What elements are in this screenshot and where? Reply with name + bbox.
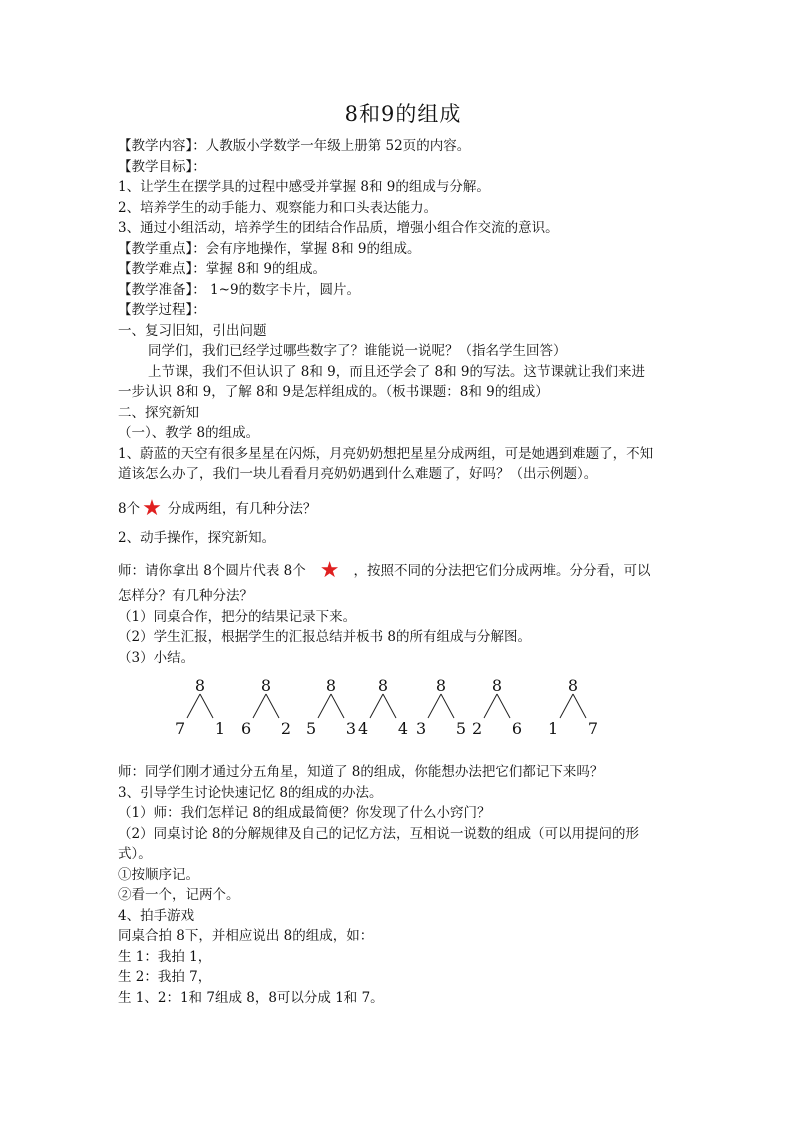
text-line: 式）。	[118, 846, 152, 862]
composition-tree	[472, 676, 522, 746]
tree-left-part: 7	[175, 719, 186, 738]
text-line: 生 2：我拍 7，	[118, 969, 212, 985]
branch-lines	[472, 692, 522, 720]
tree-left-part: 5	[306, 719, 317, 738]
text-line: 上节课，我们不但认识了 8和 9，而且还学会了 8和 9的写法。这节课就让我们来进	[148, 363, 646, 380]
document-page	[118, 100, 688, 1008]
text-line: 【教学准备】： 1~9的数字卡片，圆片。	[118, 281, 361, 298]
tree-total: 8	[325, 676, 337, 695]
text-line: 师：同学们刚才通过分五角星，知道了 8的组成，你能想办法把它们都记下来吗？	[118, 764, 604, 780]
text-line: 1、让学生在摆学具的过程中感受并掌握 8和 9的组成与分解。	[118, 179, 490, 195]
text-line: 一步认识 8和 9，了解 8和 9是怎样组成的。（板书课题：8和 9的组成）	[118, 384, 549, 400]
text-line: 生 1：我拍 1，	[118, 948, 212, 965]
branch-lines	[548, 692, 598, 720]
branch-lines	[306, 692, 356, 720]
text-line: 道该怎么办了，我们一块儿看看月亮奶奶遇到什么难题了，好吗？（出示例题）。	[118, 466, 598, 482]
tree-right-part: 7	[587, 719, 598, 738]
text-line: 生 1、2：1和 7组成 8，8可以分成 1和 7。	[118, 989, 384, 1006]
text-line: 【教学难点】：掌握 8和 9的组成。	[118, 261, 327, 277]
tree-total: 8	[435, 676, 447, 695]
tree-left-part: 2	[472, 719, 483, 738]
text-line: （2）同桌讨论 8的分解规律及自己的记忆方法，互相说一说数的组成（可以用提问的形	[118, 825, 639, 842]
star-line-post: 分成两组，有几种分法？	[167, 500, 317, 517]
star-line-pre: 8个	[118, 500, 141, 517]
branch-lines	[241, 692, 291, 720]
composition-tree	[416, 676, 466, 746]
text-line: （2）学生汇报，根据学生的汇报总结并板书 8的所有组成与分解图。	[118, 629, 531, 645]
tree-total: 8	[194, 676, 206, 695]
steps-block	[118, 586, 688, 668]
text-line: 【教学重点】：会有序地操作，掌握 8和 9的组成。	[118, 240, 421, 257]
red-star-icon: ★	[319, 558, 340, 583]
composition-tree	[358, 676, 408, 746]
text-line: 同桌合拍 8下，并相应说出 8的组成，如：	[118, 928, 374, 944]
tree-left-part: 3	[416, 719, 427, 738]
branch-lines	[416, 692, 466, 720]
tree-right-part: 6	[511, 719, 522, 738]
page-title: 8和9的组成	[344, 102, 462, 126]
star-line-post: ，按照不同的分法把它们分成两堆。分分看，可以	[353, 563, 651, 579]
tree-right-part: 1	[214, 719, 225, 738]
composition-tree	[175, 676, 225, 746]
intro-block	[118, 136, 688, 485]
text-line: （3）小结。	[118, 649, 195, 666]
text-line: 3、通过小组活动，培养学生的团结合作品质，增强小组合作交流的意识。	[118, 220, 559, 236]
composition-tree	[306, 676, 356, 746]
tree-left-part: 4	[358, 719, 369, 738]
text-line: ②看一个，记两个。	[118, 887, 240, 903]
text-line: 2、培养学生的动手能力、观察能力和口头表达能力。	[118, 199, 438, 216]
text-line: （1）同桌合作，把分的结果记录下来。	[118, 608, 357, 625]
tree-right-part: 3	[345, 719, 356, 738]
composition-tree	[548, 676, 598, 746]
star-line-pre: 师：请你拿出 8个圆片代表 8个	[118, 563, 306, 579]
text-line: 【教学过程】：	[118, 302, 206, 318]
tree-total: 8	[260, 676, 272, 695]
text-line: （1）师：我们怎样记 8的组成最简便？你发现了什么小窍门？	[118, 805, 491, 821]
text-line: （一）、教学 8的组成。	[118, 425, 260, 441]
text-line: 怎样分？有几种分法？	[118, 588, 253, 604]
tree-left-part: 1	[548, 719, 559, 738]
tree-right-part: 5	[455, 719, 466, 738]
text-line: 2、动手操作，探究新知。	[118, 529, 276, 546]
star-question-line	[118, 495, 688, 521]
section-heading: 4、拍手游戏	[118, 907, 195, 924]
star-instruction-line	[118, 558, 688, 583]
text-line: 3、引导学生讨论快速记忆 8的组成的办法。	[118, 784, 383, 801]
branch-lines	[175, 692, 225, 720]
red-star-icon: ★	[142, 495, 162, 521]
composition-diagram	[118, 676, 688, 756]
tree-total: 8	[567, 676, 579, 695]
composition-tree	[241, 676, 291, 746]
branch-lines	[358, 692, 408, 720]
closing-block	[118, 762, 688, 1008]
tree-total: 8	[377, 676, 389, 695]
tree-right-part: 4	[397, 719, 408, 738]
text-line: ①按顺序记。	[118, 866, 199, 883]
section-heading: 二、探究新知	[118, 404, 199, 421]
text-line: 【教学内容】：人教版小学数学一年级上册第 52页的内容。	[118, 138, 471, 154]
text-line: 同学们，我们已经学过哪些数字了？谁能说一说呢？（指名学生回答）	[148, 343, 567, 359]
text-line: 1、蔚蓝的天空有很多星星在闪烁，月亮奶奶想把星星分成两组，可是她遇到难题了，不知	[118, 445, 654, 462]
tree-right-part: 2	[280, 719, 291, 738]
tree-left-part: 6	[241, 719, 252, 738]
tree-total: 8	[491, 676, 503, 695]
section-heading: 一、复习旧知，引出问题	[118, 322, 267, 339]
text-line: 【教学目标】：	[118, 158, 206, 175]
